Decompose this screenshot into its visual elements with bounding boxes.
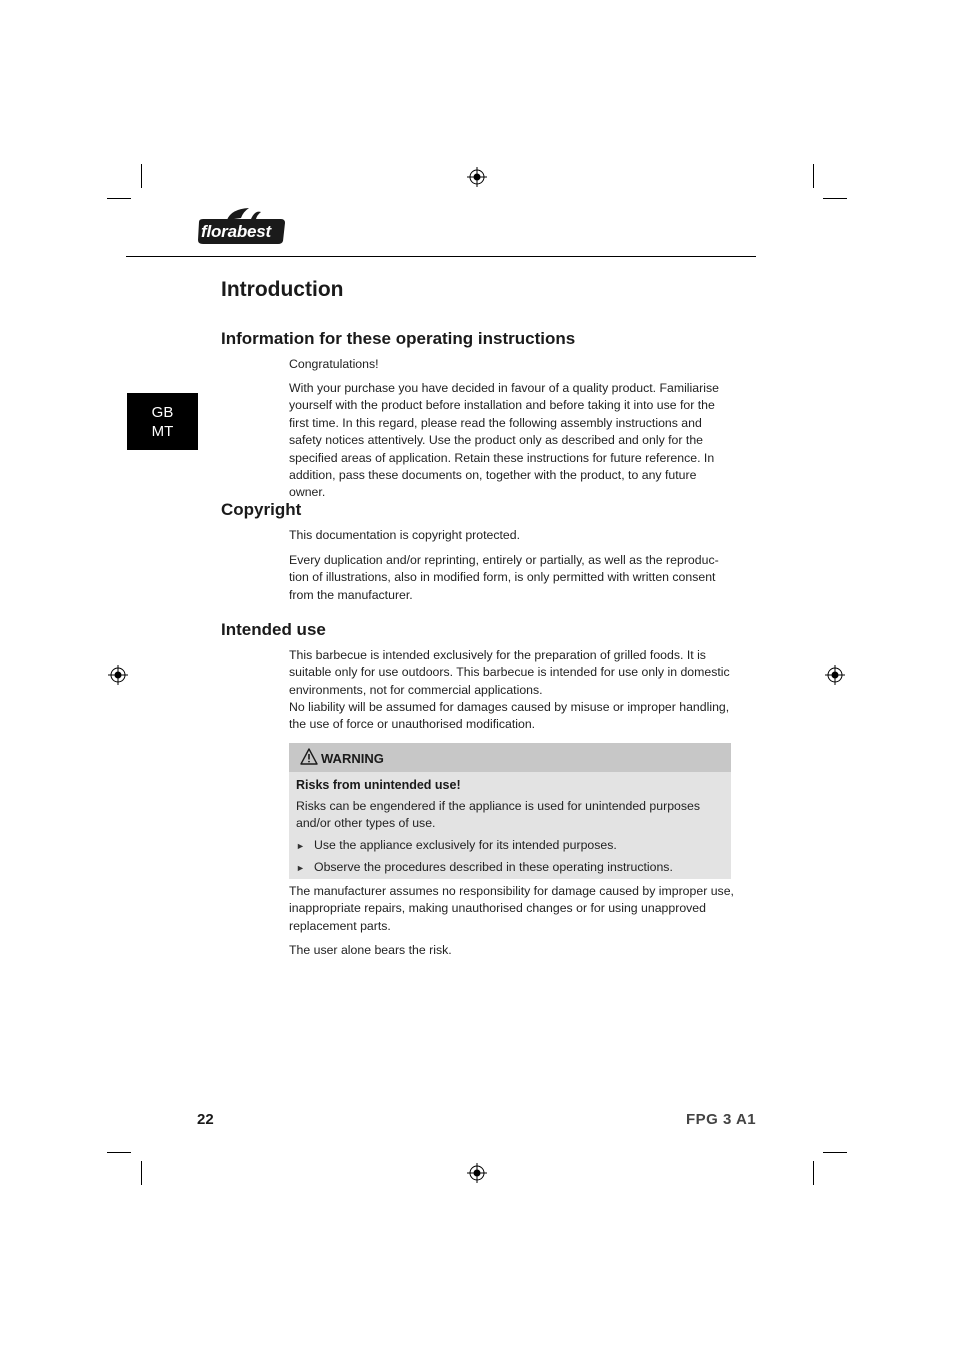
warning-box (289, 743, 731, 879)
section-heading-copyright: Copyright (221, 500, 302, 519)
registration-mark-icon (108, 665, 128, 685)
paragraph: This documentation is copyright protected. (289, 528, 521, 542)
crop-mark (813, 1161, 814, 1185)
registration-mark-icon (467, 167, 487, 187)
language-code-2: MT (151, 422, 174, 440)
warning-header (289, 743, 731, 772)
warning-bullet (296, 859, 673, 876)
crop-mark (141, 1161, 142, 1185)
warning-triangle-icon (300, 748, 318, 765)
paragraph: This barbecue is intended exclusively for the preparation of grilled foods. It is suitable only for use outdoors. This barbecue is intended for use only in domestic environments, not for commercial applications. (289, 648, 730, 697)
registration-mark-icon (467, 1163, 487, 1183)
page-title: Introduction (221, 278, 344, 301)
crop-mark (823, 198, 847, 199)
crop-mark (141, 164, 142, 188)
warning-bullet (296, 837, 617, 854)
paragraph: Congratulations! (289, 357, 379, 371)
registration-mark-icon (825, 665, 845, 685)
model-number: FPG 3 A1 (686, 1111, 757, 1128)
paragraph: The manufacturer assumes no responsibility for damage caused by improper use, inappropriate repairs, making unauthorised changes or for using unapproved replacement parts. (289, 884, 734, 933)
crop-mark (107, 1152, 131, 1153)
warning-label: WARNING (321, 751, 384, 766)
paragraph: The user alone bears the risk. (289, 943, 452, 957)
logo-text: florabest (201, 222, 271, 241)
language-code-1: GB (151, 403, 174, 421)
crop-mark (107, 198, 131, 199)
crop-mark (813, 164, 814, 188)
bullet-arrow-icon: ► (296, 863, 305, 873)
warning-text: Risks can be engendered if the appliance is used for unintended purposes and/or other types of use. (296, 799, 701, 831)
bullet-text: Use the appliance exclusively for its intended purposes. (314, 838, 617, 852)
warning-subtitle: Risks from unintended use! (296, 778, 461, 792)
paragraph: No liability will be assumed for damages caused by misuse or improper handling, the use of force or unauthorised modification. (289, 700, 730, 732)
section-heading-information: Information for these operating instructions (221, 329, 576, 348)
section-heading-intended-use: Intended use (221, 620, 326, 639)
paragraph: Every duplication and/or reprinting, entirely or partially, as well as the reproduc-tion of illustrations, also in modified form, is only permitted with written consent from the manufacturer. (289, 553, 719, 602)
paragraph: With your purchase you have decided in favour of a quality product. Familiarise yourself with the product before installation and before taking it into use for the first time. In this regard, please read the following assembly instructions and safety notices attentively. Use the product only as described and only for the specified areas of application. Retain these instructions for future reference. In addition, pass these documents on, together with the product, to any future owner. (289, 381, 719, 500)
page-number: 22 (197, 1111, 214, 1128)
crop-mark (823, 1152, 847, 1153)
header-rule (126, 256, 756, 257)
bullet-text: Observe the procedures described in these operating instructions. (314, 860, 673, 874)
brand-logo (197, 206, 287, 246)
language-tab (127, 393, 198, 450)
bullet-arrow-icon: ► (296, 841, 305, 851)
